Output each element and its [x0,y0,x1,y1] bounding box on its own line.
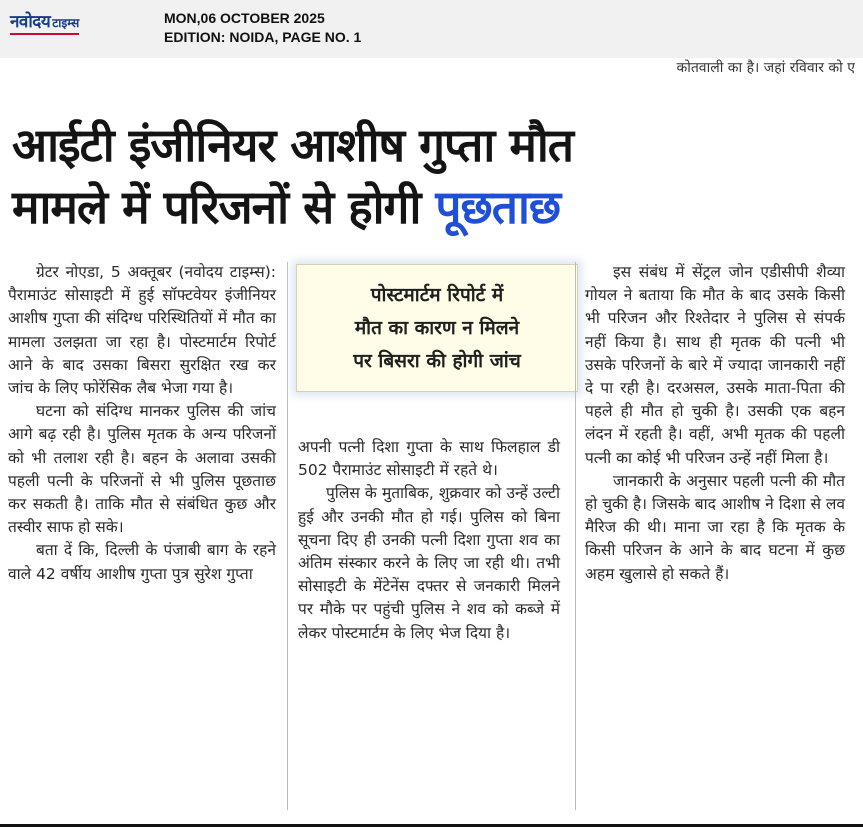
headline-highlight: पूछताछ [435,180,561,234]
article-column-1 [8,261,276,586]
previous-story-fragment: कोतवाली का है। जहां रविवार को ए [676,60,855,76]
headline-line-1: आईटी इंजीनियर आशीष गुप्ता मौत [12,118,573,172]
article-column-3 [585,261,845,586]
logo-sub-text: टाइम्स [52,16,80,30]
logo-underline [10,33,79,35]
pull-quote-text [353,279,521,378]
column-divider-1 [287,262,288,810]
column-2-paragraph-1: अपनी पत्नी दिशा गुप्ता के साथ फिलहाल डी 502 पैरामाउंट सोसाइटी में रहते थे। [298,438,560,480]
logo-main-text: नवोदय [10,12,51,32]
edition-date: MON,06 OCTOBER 2025 [164,10,325,26]
column-1-paragraph-1: ग्रेटर नोएडा, 5 अक्तूबर (नवोदय टाइम्स): पैरामाउंट सोसाइटी में हुई सॉफ्टवेयर इंजीनियर आशीष गुप्ता की संदिग्ध परिस्थितियों में मौत का मामला उलझता जा रहा है। पोस्टमार्टम रिपोर्ट आने के बाद उसका बिसरा सुरक्षित रख कर जांच के लिए फोरेंसिक लैब भेजा गया है। [8,263,276,398]
article-column-2 [298,436,560,645]
column-3-paragraph-2: जानकारी के अनुसार पहली पत्नी की मौत हो चुकी है। जिसके बाद आशीष ने दिशा से लव मैरिज की थी। माना जा रहा है कि मृतक के किसी परिजन के आने के बाद घटना में कुछ अहम खुलासे हो सकते हैं। [585,471,845,583]
column-divider-2 [575,262,576,810]
headline-line-2 [12,176,857,238]
column-1-paragraph-3: बता दें कि, दिल्ली के पंजाबी बाग के रहने वाले 42 वर्षीय आशीष गुप्ता पुत्र सुरेश गुप्ता [8,541,276,583]
pull-quote-box [296,264,578,392]
masthead-bar [0,0,863,58]
newspaper-logo [10,9,79,35]
edition-page: EDITION: NOIDA, PAGE NO. 1 [164,29,362,45]
pull-quote-line-2: मौत का कारण न मिलने [354,316,520,339]
edition-info [164,9,361,47]
column-3-paragraph-1: इस संबंध में सेंट्रल जोन एडीसीपी शैव्या गोयल ने बताया कि मौत के बाद उसके किसी भी परिजन और रिश्तेदार ने पुलिस से संपर्क नहीं किया है। साथ ही मृतक की पत्नी भी उसके परिजनों के बारे में ज्यादा जानकारी नहीं दे पा रही है। दरअसल, उसके माता-पिता की पहले ही मौत हो चुकी है। उसकी एक बहन लंदन में रहती है। वहीं, अभी मृतक की पहली पत्नी का कोई भी परिजन उन्हें नहीं मिला है। [585,263,845,467]
column-2-paragraph-2: पुलिस के मुताबिक, शुक्रवार को उन्हें उल्टी हुई और उनकी मौत हो गई। पुलिस को बिना सूचना दिए ही उनकी पत्नी दिशा गुप्ता शव का अंतिम संस्कार करने के लिए जा रही थी। तभी सोसाइटी के मेंटेनेंस दफ्तर से जनकारी मिलने पर मौके पर पहुंची पुलिस ने शव को कब्जे में लेकर पोस्टमार्टम के लिए भेज दिया है। [298,484,560,642]
column-1-paragraph-2: घटना को संदिग्ध मानकर पुलिस की जांच आगे बढ़ रही है। पुलिस मृतक के अन्य परिजनों को भी तलाश रही है। बहन के अलावा उसकी पहली पत्नी के परिजनों से भी पुलिस पूछताछ कर सकती है। ताकि मौत से संबंधित कुछ और तस्वीर साफ हो सके। [8,402,276,537]
article-headline [12,114,857,238]
pull-quote-line-1: पोस्टमार्टम रिपोर्ट में [370,283,504,306]
pull-quote-line-3: पर बिसरा की होगी जांच [353,349,521,372]
headline-line-2-main: मामले में परिजनों से होगी [12,180,421,234]
